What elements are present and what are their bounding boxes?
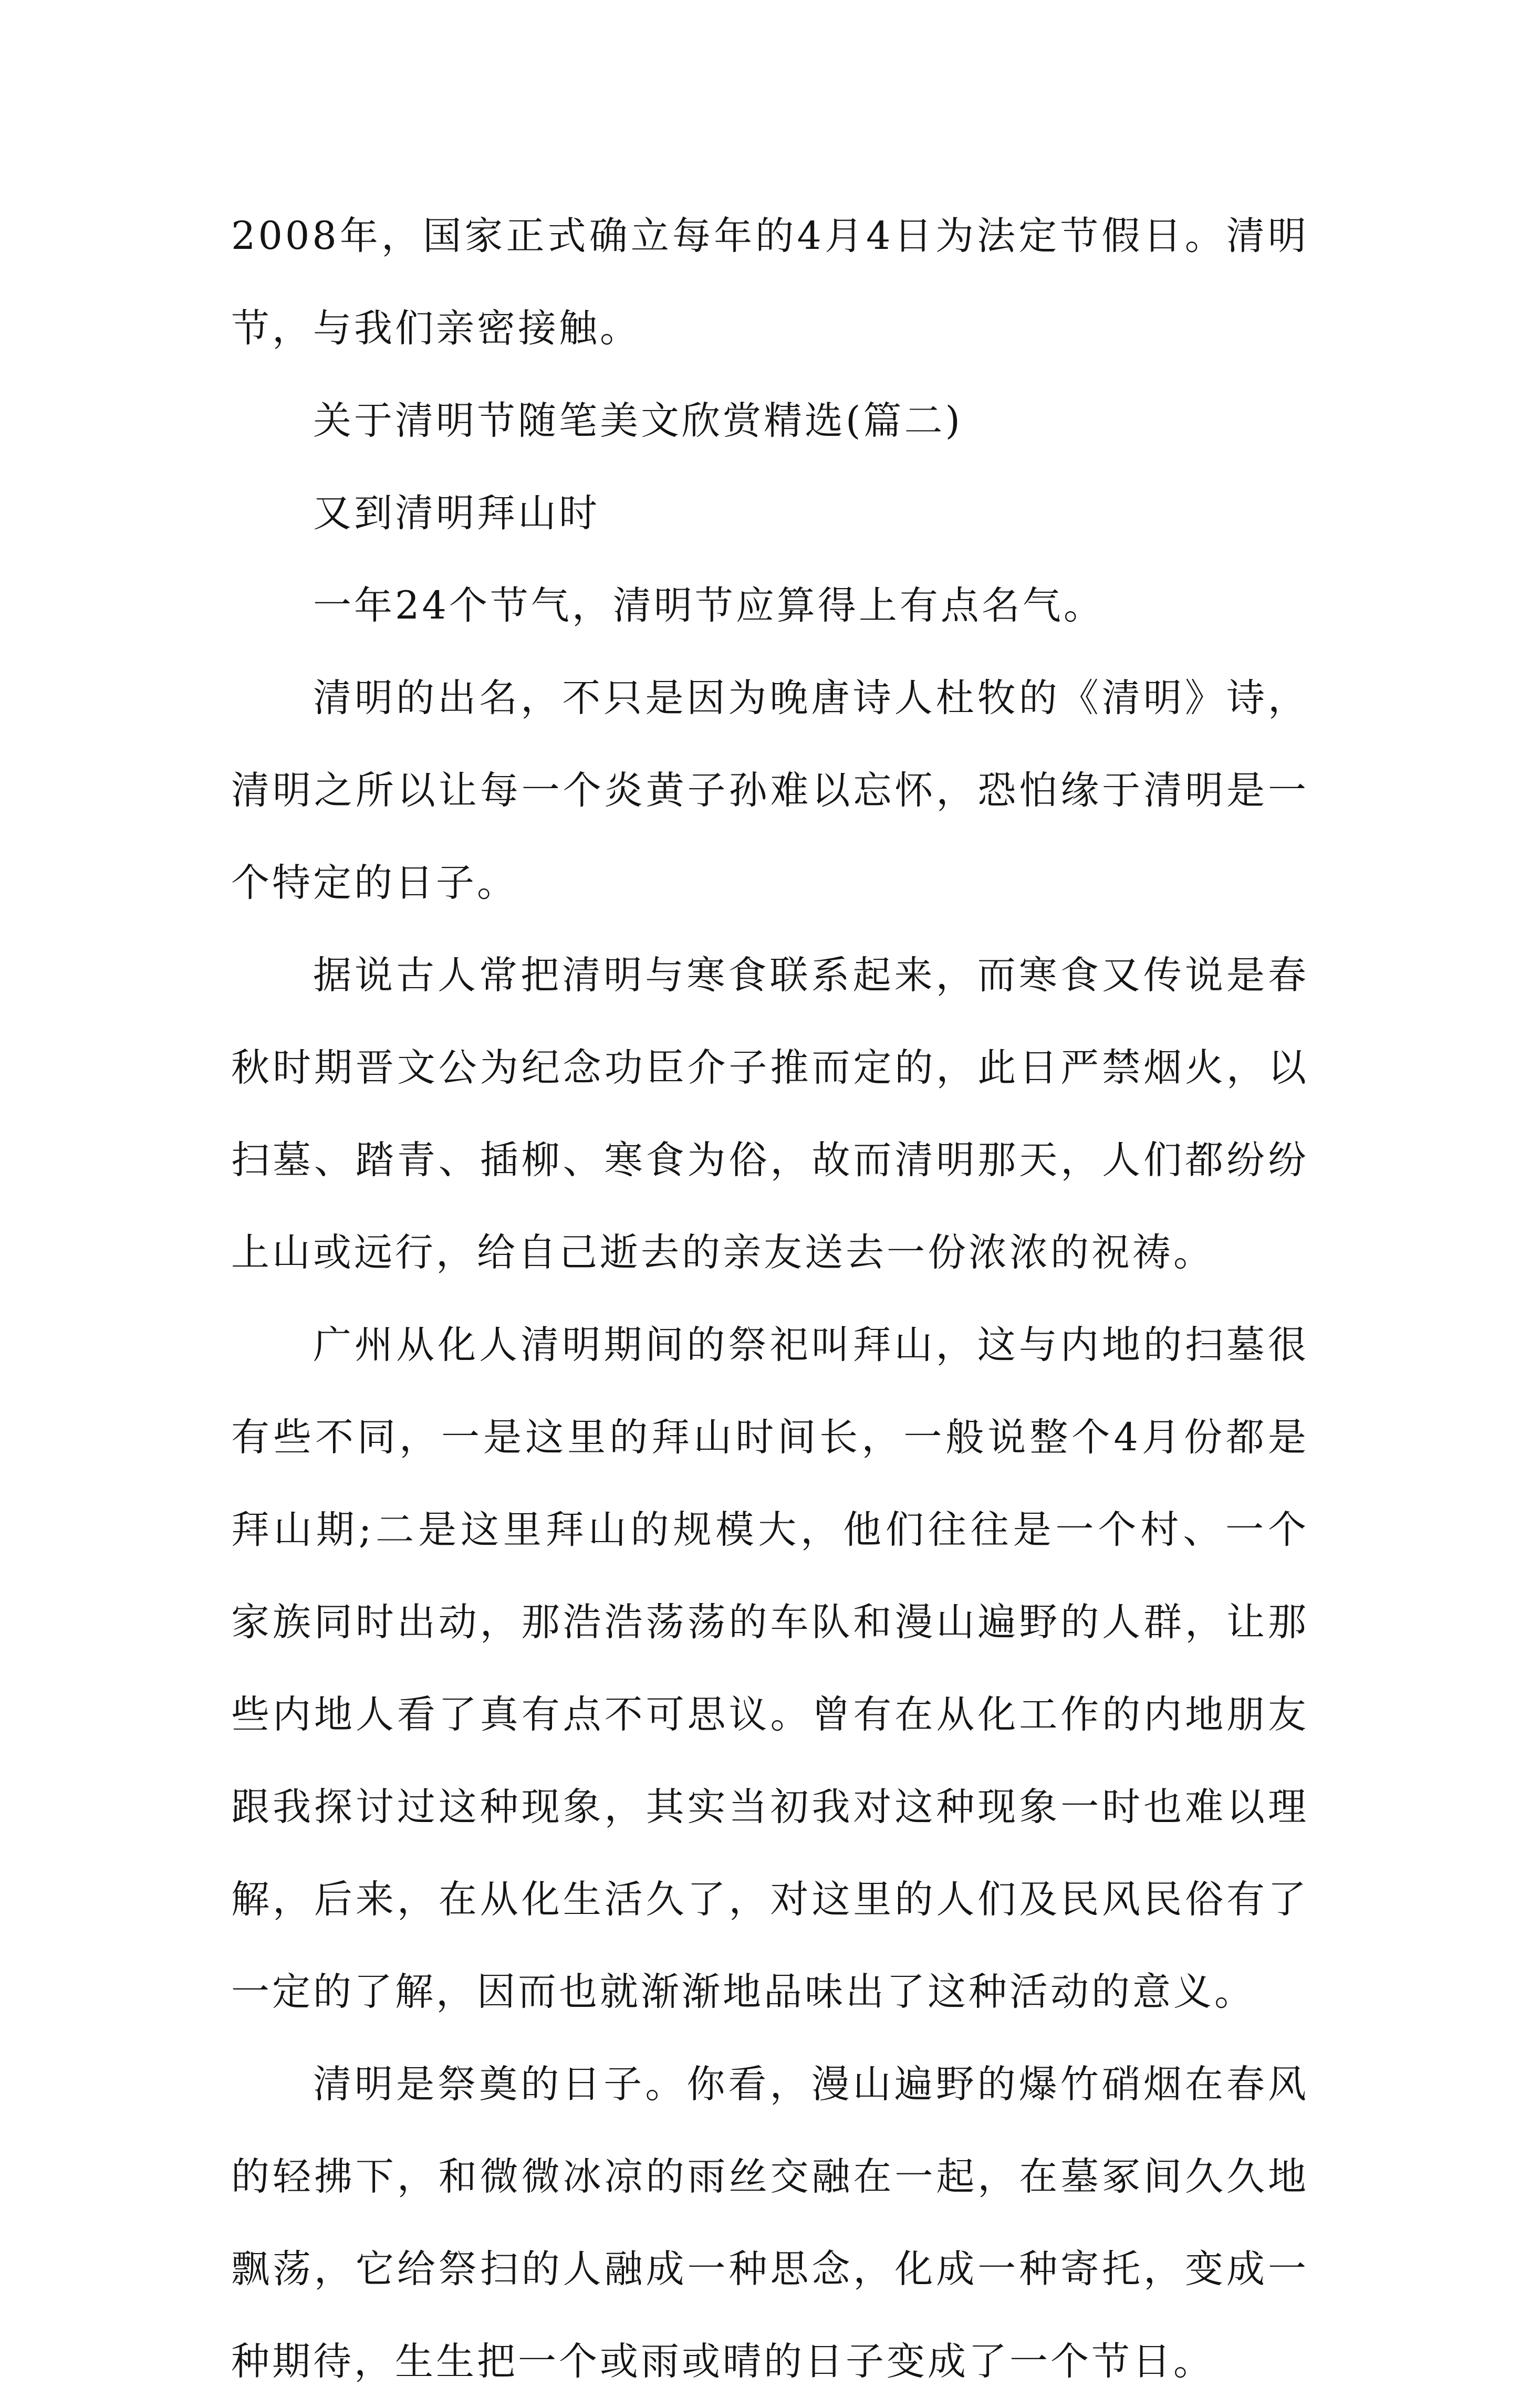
article-body [231,190,1309,2408]
paragraph: 广州从化人清明期间的祭祀叫拜山，这与内地的扫墓很有些不同，一是这里的拜山时间长，一般说整个4月份都是拜山期;二是这里拜山的规模大，他们往往是一个村、一个家族同时出动，那浩浩荡荡的车队和漫山遍野的人群，让那些内地人看了真有点不可思议。曾有在从化工作的内地朋友跟我探讨过这种现象，其实当初我对这种现象一时也难以理解，后来，在从化生活久了，对这里的人们及民风民俗有了一定的了解，因而也就渐渐地品味出了这种活动的意义。 [231,1323,1309,2014]
section-heading: 关于清明节随笔美文欣赏精选(篇二) [313,399,963,443]
paragraph: 清明的出名，不只是因为晚唐诗人杜牧的《清明》诗，清明之所以让每一个炎黄子孙难以忘怀，恐怕缘于清明是一个特定的日子。 [231,676,1309,905]
article-title: 又到清明拜山时 [313,491,600,536]
paragraph: 据说古人常把清明与寒食联系起来，而寒食又传说是春秋时期晋文公为纪念功臣介子推而定的，此日严禁烟火，以扫墓、踏青、插柳、寒食为俗，故而清明那天，人们都纷纷上山或远行，给自己逝去的亲友送去一份浓浓的祝祷。 [231,953,1309,1275]
paragraph: 一年24个节气，清明节应算得上有点名气。 [313,583,1105,628]
paragraph-continuation: 2008年，国家正式确立每年的4月4日为法定节假日。清明节，与我们亲密接触。 [231,214,1309,351]
paragraph: 清明是祭奠的日子。你看，漫山遍野的爆竹硝烟在春风的轻拂下，和微微冰凉的雨丝交融在一起，在墓冢间久久地飘荡，它给祭扫的人融成一种思念，化成一种寄托，变成一种期待，生生把一个或雨或晴的日子变成了一个节日。 [231,2062,1309,2384]
